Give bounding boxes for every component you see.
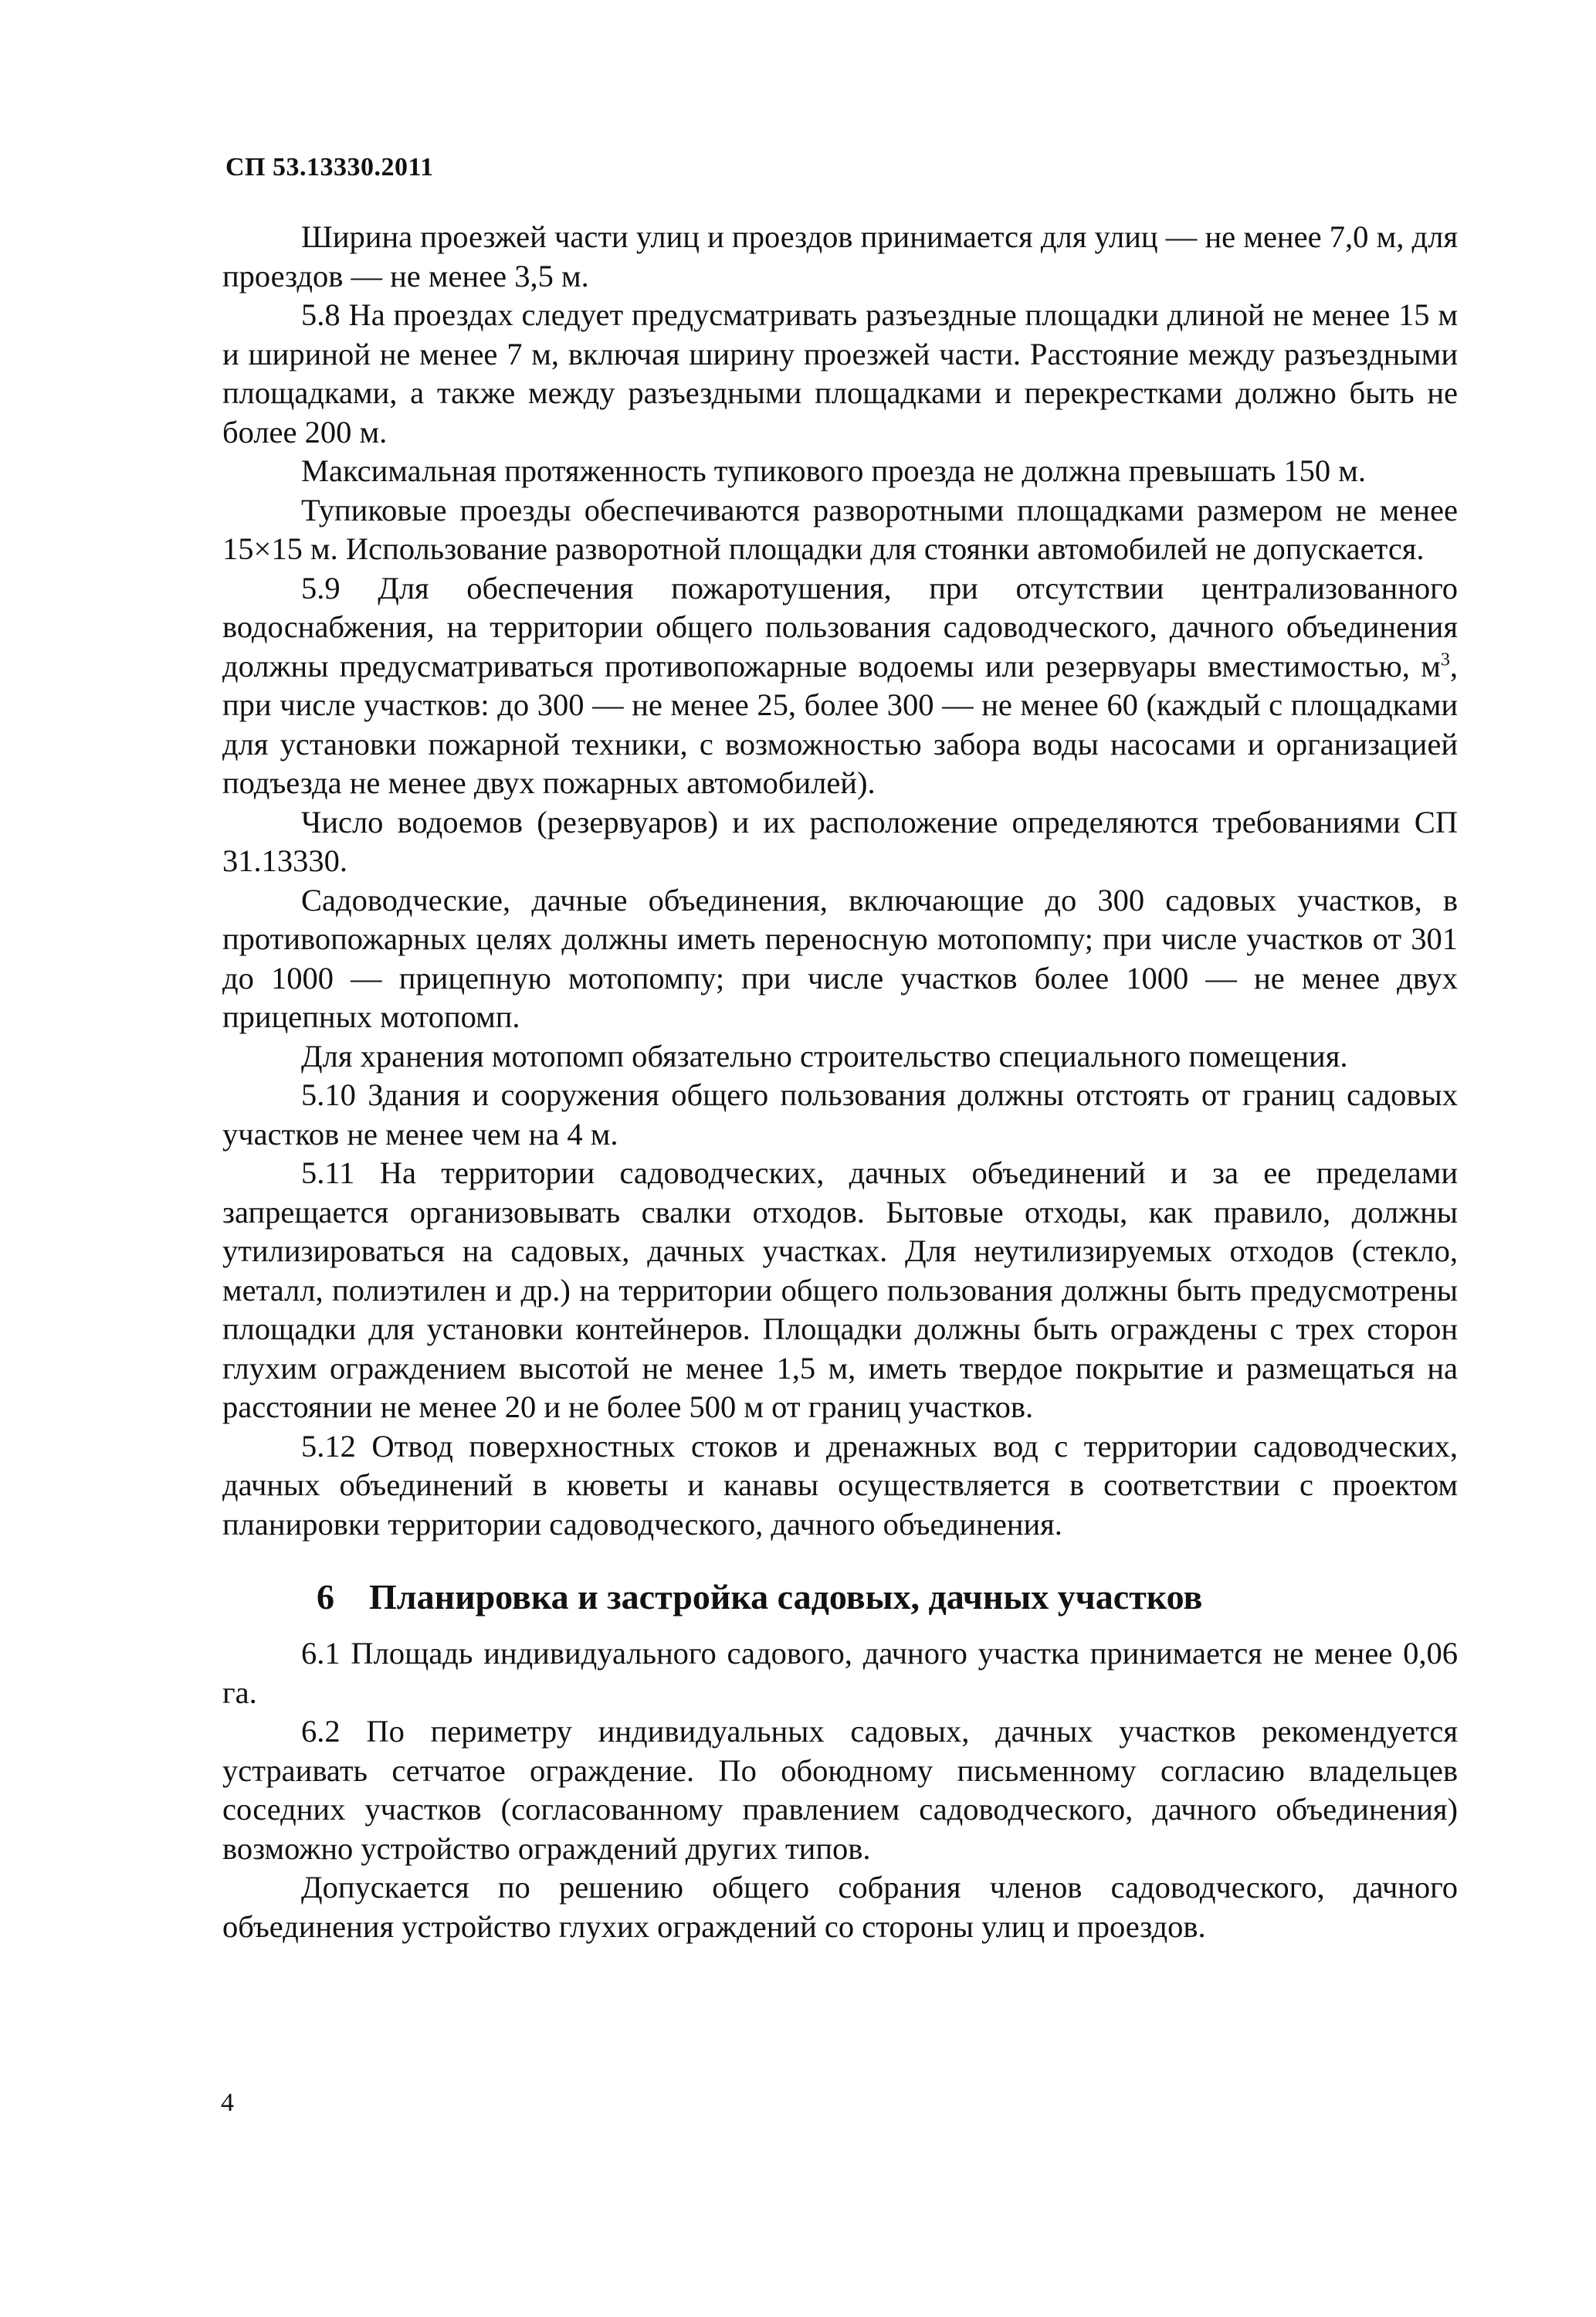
paragraph-dead-end-length: Максимальная протяженность тупикового проезда не должна превышать 150 м. bbox=[301, 453, 1366, 488]
paragraph-5-10: 5.10 Здания и сооружения общего пользования должны отстоять от границ садовых участков не менее чем на 4 м. bbox=[222, 1077, 1458, 1152]
paragraph-5-9 bbox=[222, 569, 1458, 803]
section-6-number: 6 bbox=[317, 1577, 334, 1616]
paragraph-motor-pumps: Садоводческие, дачные объединения, включающие до 300 садовых участков, в противопожарных целях должны иметь переносную мотопомпу; при числе участков от 301 до 1000 — прицепную мотопомпу; при числе участков более 1000 — не менее двух прицепных мотопомп. bbox=[222, 882, 1458, 1034]
paragraph-5-9-text: 5.9 Для обеспечения пожаротушения, при отсутствии централизованного водоснабжения, на территории общего пользования садоводческого, дачного объединения должны предусматриваться противопожарные водоемы или резервуары вместимостью, м bbox=[222, 570, 1458, 684]
paragraph-5-12: 5.12 Отвод поверхностных стоков и дренажных вод с территории садоводческих, дачных объединений в кюветы и канавы осуществляется в соответствии с проектом планировки территории садоводческого, дачного объединения. bbox=[222, 1428, 1458, 1542]
paragraph-5-9-text-continued: , при числе участков: до 300 — не менее 25, более 300 — не менее 60 (каждый с площадками для установки пожарной техники, с возможностью забора воды насосами и организацией подъезда не менее двух пожарных автомобилей). bbox=[222, 648, 1458, 800]
paragraph-solid-fences: Допускается по решению общего собрания членов садоводческого, дачного объединения устройство глухих ограждений со стороны улиц и проездов. bbox=[222, 1870, 1458, 1944]
section-6-heading bbox=[222, 1576, 1458, 1619]
paragraph-pump-storage: Для хранения мотопомп обязательно строительство специального помещения. bbox=[301, 1038, 1348, 1074]
page-number: 4 bbox=[221, 2088, 234, 2117]
paragraph-reservoir-count: Число водоемов (резервуаров) и их расположение определяются требованиями СП 31.13330. bbox=[222, 804, 1458, 878]
cubic-superscript: 3 bbox=[1440, 650, 1450, 670]
paragraph-6-2: 6.2 По периметру индивидуальных садовых, дачных участков рекомендуется устраивать сетчатое ограждение. По обоюдному письменному согласию владельцев соседних участков (согласованному правлением садоводческого, дачного объединения) возможно устройство ограждений других типов. bbox=[222, 1714, 1458, 1866]
paragraph-roadway-width: Ширина проезжей части улиц и проездов принимается для улиц — не менее 7,0 м, для проездов — не менее 3,5 м. bbox=[222, 219, 1458, 293]
document-code: СП 53.13330.2011 bbox=[225, 153, 434, 181]
document-body bbox=[222, 218, 1458, 1946]
paragraph-5-11: 5.11 На территории садоводческих, дачных объединений и за ее пределами запрещается организовывать свалки отходов. Бытовые отходы, как правило, должны утилизироваться на садовых, дачных участках. Для неутилизируемых отходов (стекло, металл, полиэтилен и др.) на территории общего пользования должны быть предусмотрены площадки для установки контейнеров. Площадки должны быть ограждены с трех сторон глухим ограждением высотой не менее 1,5 м, иметь твердое покрытие и размещаться на расстоянии не менее 20 и не более 500 м от границ участков. bbox=[222, 1155, 1458, 1424]
paragraph-turnaround-areas: Тупиковые проезды обеспечиваются разворотными площадками размером не менее 15×15 м. Использование разворотной площадки для стоянки автомобилей не допускается. bbox=[222, 492, 1458, 566]
section-6-title: Планировка и застройка садовых, дачных участков bbox=[369, 1577, 1203, 1616]
paragraph-6-1: 6.1 Площадь индивидуального садового, дачного участка принимается не менее 0,06 га. bbox=[222, 1636, 1458, 1710]
paragraph-5-8: 5.8 На проездах следует предусматривать разъездные площадки длиной не менее 15 м и шириной не менее 7 м, включая ширину проезжей части. Расстояние между разъездными площадками, а также между разъездными площадками и перекрестками должно быть не более 200 м. bbox=[222, 297, 1458, 449]
